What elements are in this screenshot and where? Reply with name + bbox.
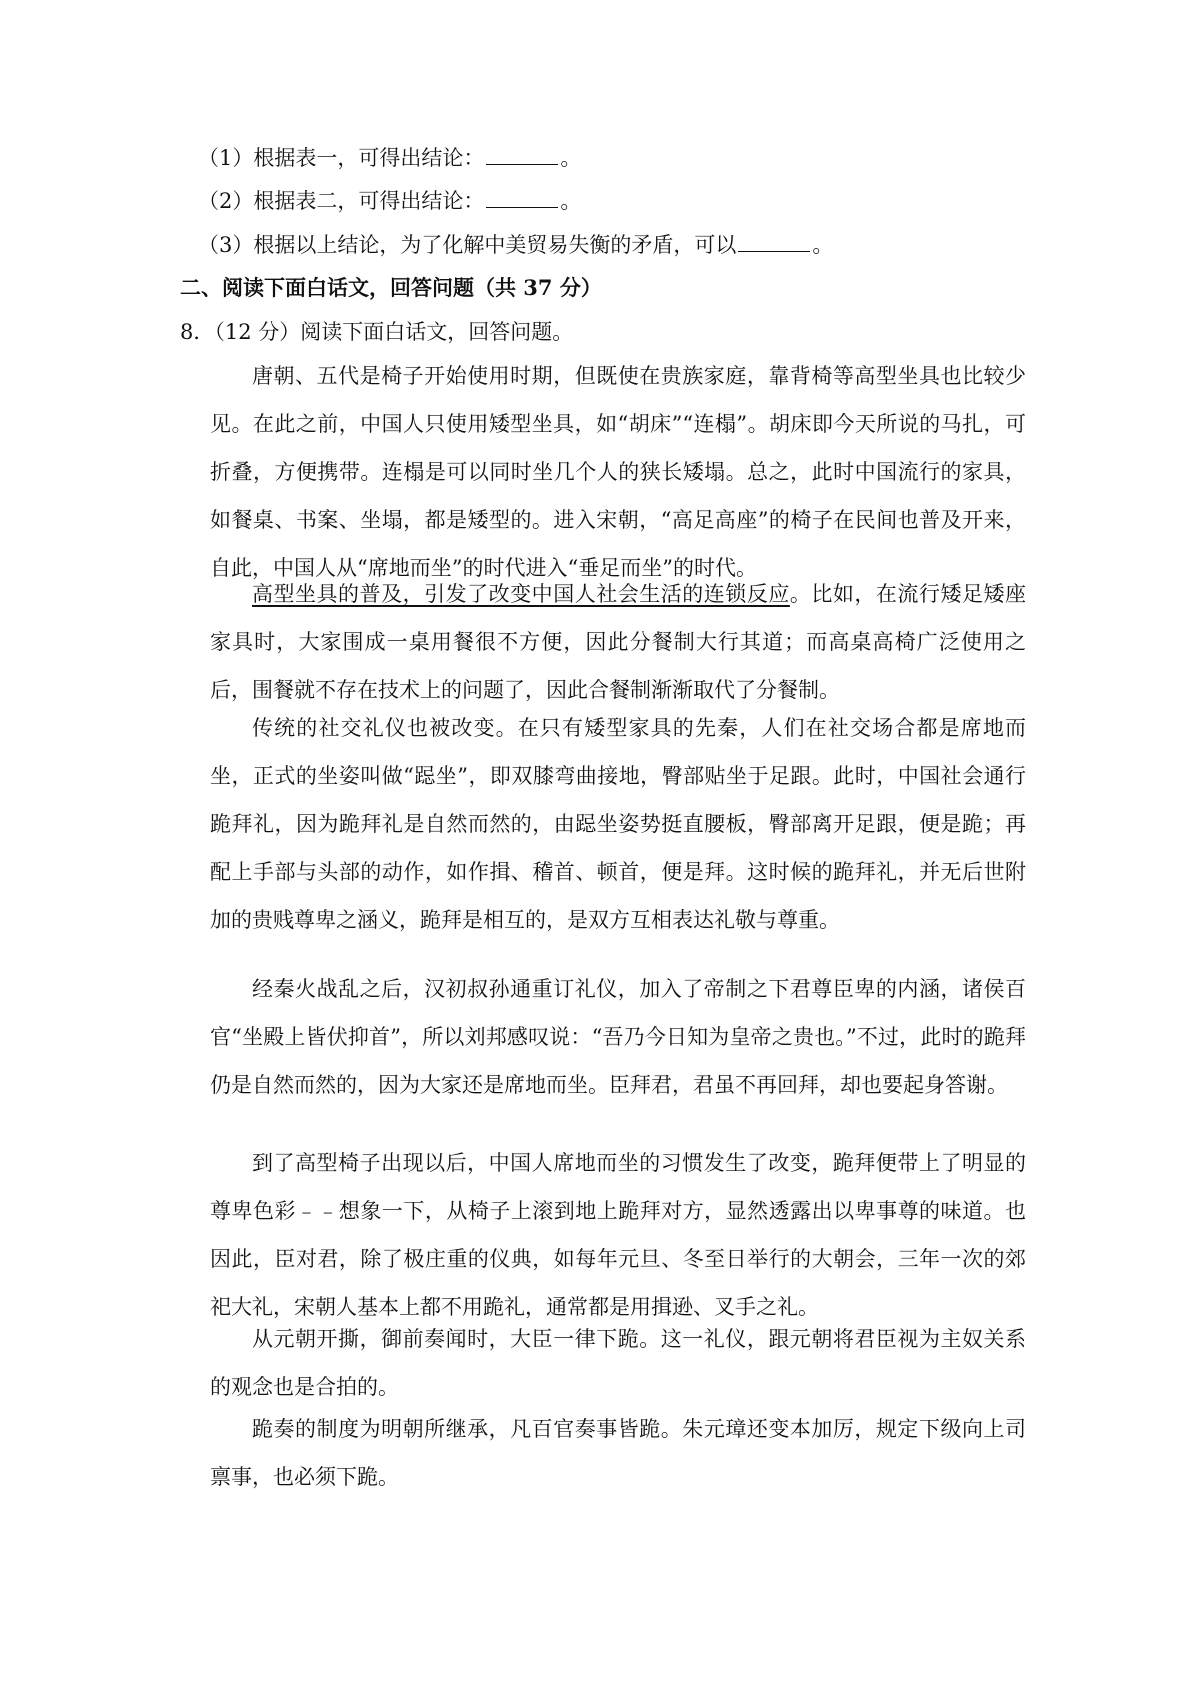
question-1-end: 。 <box>560 146 582 170</box>
question-3-text: （3）根据以上结论，为了化解中美贸易失衡的矛盾，可以 <box>198 233 737 257</box>
passage-paragraph-5: 到了高型椅子出现以后，中国人席地而坐的习惯发生了改变，跪拜便带上了明显的尊卑色彩﹣﹣想象一下，从椅子上滚到地上跪拜对方，显然透露出以卑事尊的味道。也因此，臣对君，除了极庄重的仪典，如每年元旦、冬至日举行的大朝会，三年一次的郊祀大礼，宋朝人基本上都不用跪礼，通常都是用揖逊、叉手之礼。 <box>210 1151 1026 1319</box>
question-1-text: （1）根据表一，可得出结论： <box>198 146 485 170</box>
passage-paragraph-3: 传统的社交礼仪也被改变。在只有矮型家具的先秦，人们在社交场合都是席地而坐，正式的坐姿叫做“跽坐”，即双膝弯曲接地，臀部贴坐于足跟。此时，中国社会通行跪拜礼，因为跪拜礼是自然而然的，由跽坐姿势挺直腰板，臀部离开足跟，便是跪；再配上手部与头部的动作，如作揖、稽首、顿首，便是拜。这时候的跪拜礼，并无后世附加的贵贱尊卑之涵义，跪拜是相互的，是双方互相表达礼敬与尊重。 <box>210 716 1026 932</box>
question-2 <box>198 186 581 216</box>
question-2-text: （2）根据表二，可得出结论： <box>198 189 485 213</box>
question-8-heading: 8．（12 分）阅读下面白话文，回答问题。 <box>180 320 574 344</box>
passage-paragraph-1: 唐朝、五代是椅子开始使用时期，但既使在贵族家庭，靠背椅等高型坐具也比较少见。在此之前，中国人只使用矮型坐具，如“胡床”“连榻”。胡床即今天所说的马扎，可折叠，方便携带。连榻是可以同时坐几个人的狭长矮塌。总之，此时中国流行的家具，如餐桌、书案、坐塌，都是矮型的。进入宋朝，“高足高座”的椅子在民间也普及开来，自此，中国人从“席地而坐”的时代进入“垂足而坐”的时代。 <box>210 364 1026 580</box>
answer-blank-3[interactable] <box>738 233 810 252</box>
answer-blank-1[interactable] <box>486 146 558 165</box>
question-2-end: 。 <box>560 189 582 213</box>
answer-blank-2[interactable] <box>486 189 558 208</box>
underlined-sentence: 高型坐具的普及，引发了改变中国人社会生活的连锁反应 <box>252 582 790 606</box>
passage-paragraph-2 <box>210 571 1026 715</box>
question-3-end: 。 <box>812 233 834 257</box>
question-3 <box>198 230 833 260</box>
passage-paragraph-6: 从元朝开撕，御前奏闻时，大臣一律下跪。这一礼仪，跟元朝将君臣视为主奴关系的观念也是合拍的。 <box>210 1327 1026 1399</box>
passage-paragraph-4: 经秦火战乱之后，汉初叔孙通重订礼仪，加入了帝制之下君尊臣卑的内涵，诸侯百官“坐殿上皆伏抑首”，所以刘邦感叹说：“吾乃今日知为皇帝之贵也。”不过，此时的跪拜仍是自然而然的，因为大家还是席地而坐。臣拜君，君虽不再回拜，却也要起身答谢。 <box>210 977 1026 1097</box>
paragraph-2-rest: 。比如，在流行矮足矮座家具时，大家围成一桌用餐很不方便，因此分餐制大行其道；而高桌高椅广泛使用之后，围餐就不存在技术上的问题了，因此合餐制渐渐取代了分餐制。 <box>210 582 1027 702</box>
passage-paragraph-7: 跪奏的制度为明朝所继承，凡百官奏事皆跪。朱元璋还变本加厉，规定下级向上司禀事，也必须下跪。 <box>210 1417 1026 1489</box>
section-title: 二、阅读下面白话文，回答问题（共 37 分） <box>180 275 602 300</box>
question-1 <box>198 143 581 173</box>
